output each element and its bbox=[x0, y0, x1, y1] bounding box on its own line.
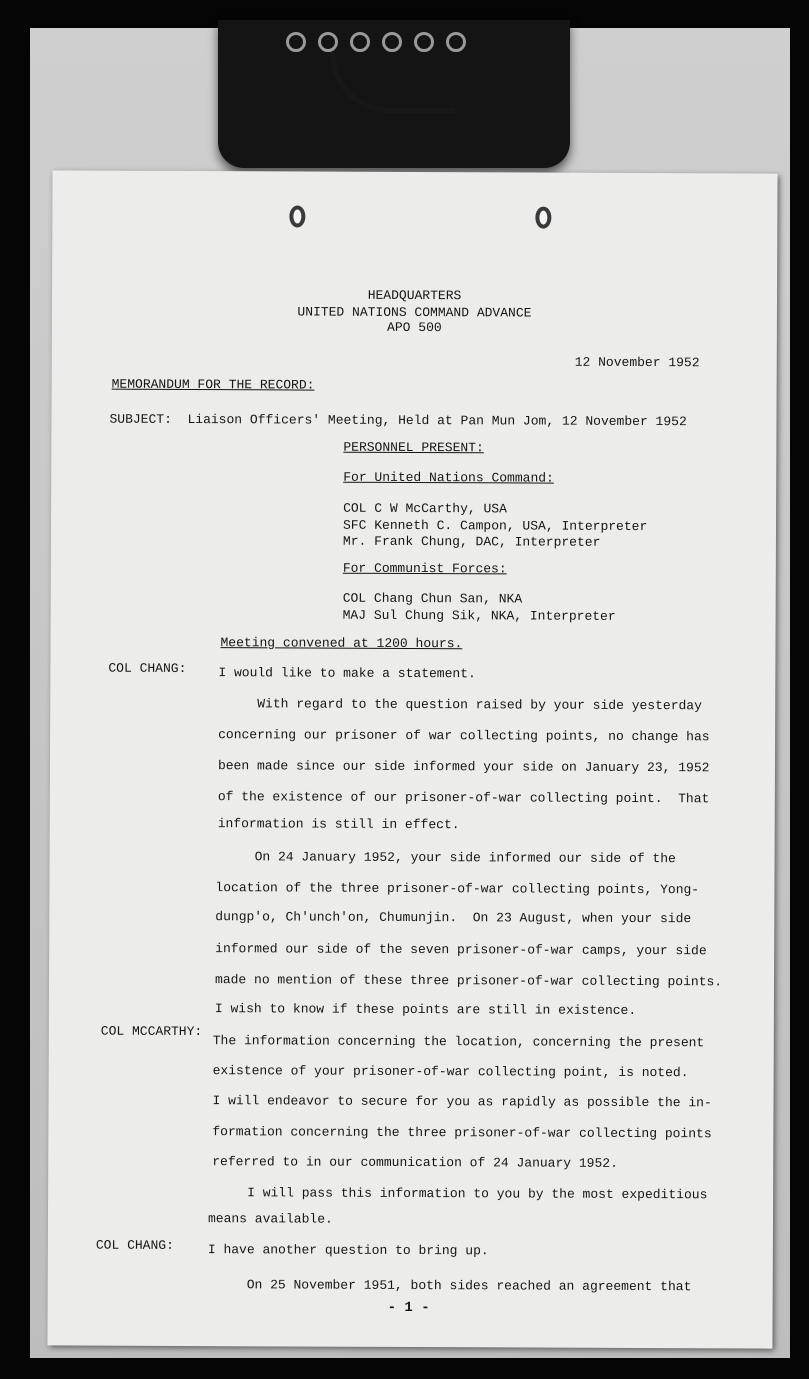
speaker-label: COL CHANG: bbox=[95, 1237, 174, 1253]
meeting-convened: Meeting convened at 1200 hours. bbox=[220, 635, 463, 652]
transcript-line: made no mention of these three prisoner-of-war collecting points. bbox=[215, 972, 723, 990]
header-line-1: HEADQUARTERS bbox=[367, 287, 462, 304]
transcript-line: I will pass this information to you by the most expeditious bbox=[208, 1185, 708, 1203]
transcript-line: concerning our prisoner of war collecting points, no change has bbox=[218, 727, 710, 745]
transcript-line: location of the three prisoner-of-war collecting points, Yong- bbox=[215, 880, 700, 898]
transcript-line: I will endeavor to secure for you as rapidly as possible the in- bbox=[212, 1093, 712, 1111]
memo-subject: SUBJECT: Liaison Officers' Meeting, Held at Pan Mun Jom, 12 November 1952 bbox=[109, 411, 687, 430]
un-member: Mr. Frank Chung, DAC, Interpreter bbox=[342, 533, 601, 550]
clip-dot bbox=[382, 32, 402, 52]
punch-hole bbox=[535, 207, 551, 229]
page-number: - 1 - bbox=[387, 1299, 430, 1317]
transcript-line: information is still in effect. bbox=[217, 816, 460, 833]
clip-wire bbox=[330, 48, 455, 113]
un-member: SFC Kenneth C. Campon, USA, Interpreter bbox=[342, 517, 648, 535]
communist-member: MAJ Sul Chung Sik, NKA, Interpreter bbox=[342, 607, 616, 624]
clip-dots bbox=[286, 32, 466, 52]
transcript-line: With regard to the question raised by your side yesterday bbox=[218, 696, 702, 714]
transcript-line: informed our side of the seven prisoner-of-war camps, your side bbox=[215, 941, 707, 959]
clip-dot bbox=[286, 32, 306, 52]
transcript-line: On 25 November 1951, both sides reached an agreement that bbox=[207, 1277, 692, 1295]
clip-dot bbox=[350, 32, 370, 52]
transcript-line: existence of your prisoner-of-war collecting point, is noted. bbox=[212, 1063, 689, 1081]
transcript-line: I would like to make a statement. bbox=[218, 665, 476, 682]
transcript-line: of the existence of our prisoner-of-war collecting point. That bbox=[217, 789, 710, 807]
personnel-heading: PERSONNEL PRESENT: bbox=[343, 439, 484, 456]
clip-dot bbox=[414, 32, 434, 52]
transcript-line: I wish to know if these points are still in existence. bbox=[214, 1001, 637, 1018]
transcript-line: I have another question to bring up. bbox=[207, 1242, 489, 1259]
clip-dot bbox=[318, 32, 338, 52]
speaker-label: COL CHANG: bbox=[108, 660, 187, 677]
communist-forces-heading: For Communist Forces: bbox=[342, 560, 507, 577]
transcript-line: referred to in our communication of 24 January 1952. bbox=[212, 1154, 618, 1171]
transcript-line: dungp'o, Ch'unch'on, Chumunjin. On 23 August, when your side bbox=[215, 909, 692, 927]
memo-page bbox=[47, 170, 777, 1348]
memo-date: 12 November 1952 bbox=[574, 354, 700, 371]
speaker-label: COL MCCARTHY: bbox=[100, 1023, 203, 1040]
transcript-line: formation concerning the three prisoner-of-war collecting points bbox=[212, 1124, 712, 1142]
header-line-3: APO 500 bbox=[387, 319, 442, 336]
clip-dot bbox=[446, 32, 466, 52]
communist-member: COL Chang Chun San, NKA bbox=[342, 590, 523, 607]
un-member: COL C W McCarthy, USA bbox=[343, 500, 507, 517]
memo-title: MEMORANDUM FOR THE RECORD: bbox=[111, 376, 315, 393]
transcript-line: The information concerning the location, concerning the present bbox=[212, 1033, 705, 1051]
punch-hole bbox=[289, 205, 305, 227]
un-command-heading: For United Nations Command: bbox=[343, 469, 554, 486]
transcript-line: means available. bbox=[207, 1211, 333, 1227]
transcript-line: On 24 January 1952, your side informed our side of the bbox=[215, 849, 676, 867]
header-line-2: UNITED NATIONS COMMAND ADVANCE bbox=[297, 304, 532, 321]
transcript-line: been made since our side informed your side on January 23, 1952 bbox=[217, 758, 710, 776]
clipboard-clip bbox=[218, 20, 570, 168]
